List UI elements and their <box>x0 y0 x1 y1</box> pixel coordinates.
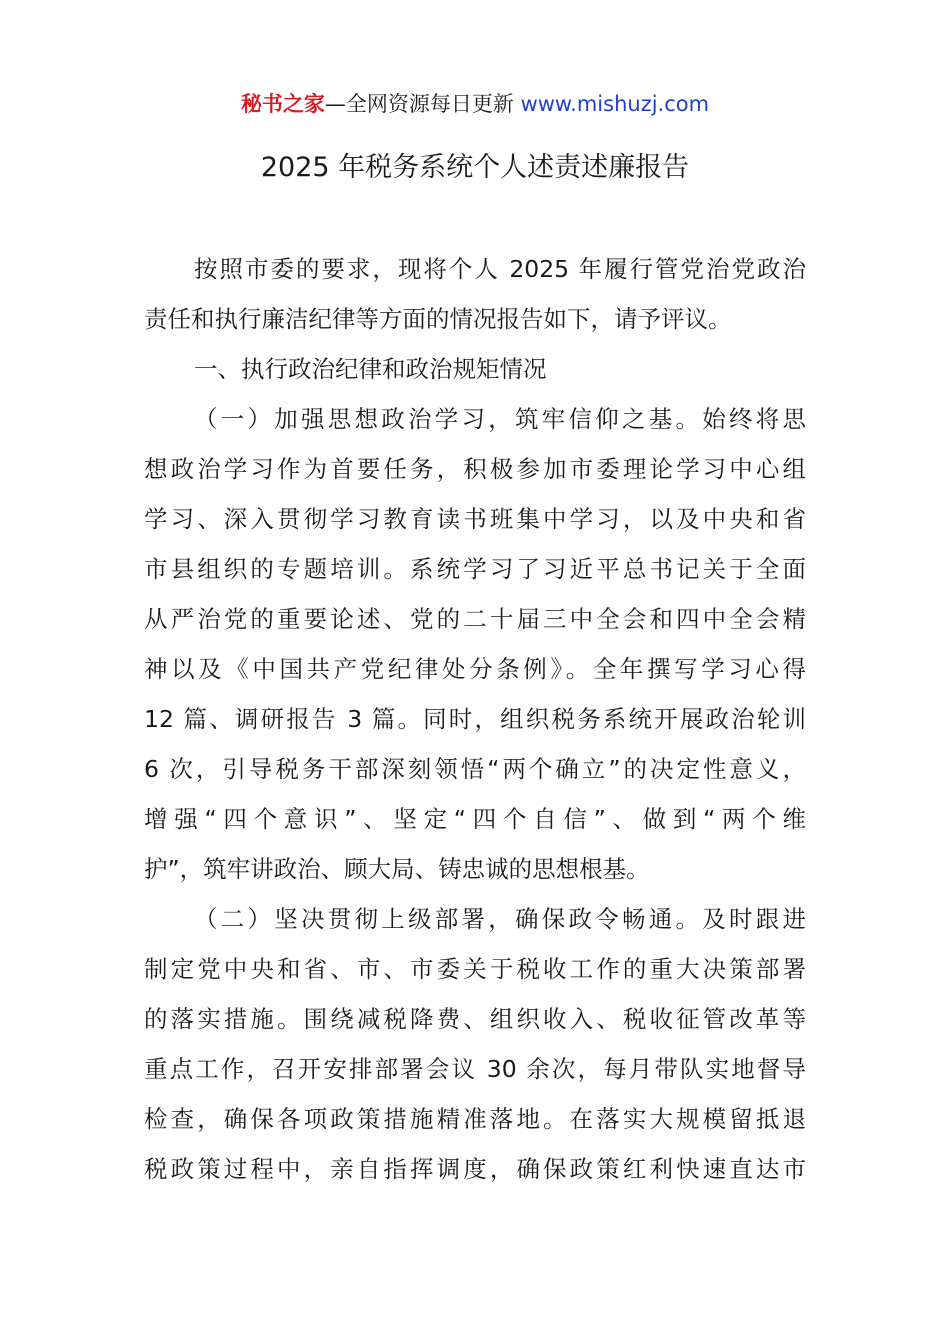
body-line: 市县组织的专题培训。系统学习了习近平总书记关于全面 <box>144 555 806 583</box>
body-line: 神以及《中国共产党纪律处分条例》。全年撰写学习心得 <box>144 655 806 683</box>
body-line: 12 篇、调研报告 3 篇。同时，组织税务系统开展政治轮训 <box>144 705 806 733</box>
body-line: 的落实措施。围绕减税降费、组织收入、税收征管改革等 <box>144 1005 806 1033</box>
body-line: 检查，确保各项政策措施精准落地。在落实大规模留抵退 <box>144 1105 806 1133</box>
body-line: （二）坚决贯彻上级部署，确保政令畅通。及时跟进 <box>194 905 806 933</box>
body-line: 学习、深入贯彻学习教育读书班集中学习，以及中央和省 <box>144 505 806 533</box>
body-line: 一、执行政治纪律和政治规矩情况 <box>194 355 547 383</box>
body-line: 护”，筑牢讲政治、顾大局、铸忠诚的思想根基。 <box>144 855 650 883</box>
body-line: 从严治党的重要论述、党的二十届三中全会和四中全会精 <box>144 605 806 633</box>
body-line: （一）加强思想政治学习，筑牢信仰之基。始终将思 <box>194 405 806 433</box>
site-brand: 秘书之家 <box>240 92 325 116</box>
body-line: 税政策过程中，亲自指挥调度，确保政策红利快速直达市 <box>144 1155 806 1183</box>
body-line: 想政治学习作为首要任务，积极参加市委理论学习中心组 <box>144 455 806 483</box>
body-line: 制定党中央和省、市、市委关于税收工作的重大决策部署 <box>144 955 806 983</box>
document-body <box>144 244 806 1194</box>
body-line: 重点工作，召开安排部署会议 30 余次，每月带队实地督导 <box>144 1055 806 1083</box>
site-header <box>0 88 950 120</box>
body-line: 责任和执行廉洁纪律等方面的情况报告如下，请予评议。 <box>144 305 732 333</box>
body-line: 按照市委的要求，现将个人 2025 年履行管党治党政治 <box>194 255 806 283</box>
site-tagline: —全网资源每日更新 <box>324 92 521 116</box>
document-title: 2025 年税务系统个人述责述廉报告 <box>260 152 690 183</box>
body-line: 增强“四个意识”、坚定“四个自信”、做到“两个维 <box>144 805 806 833</box>
site-url-link[interactable]: www.mishuzj.com <box>520 92 710 116</box>
body-line: 6 次，引导税务干部深刻领悟“两个确立”的决定性意义， <box>144 755 806 783</box>
